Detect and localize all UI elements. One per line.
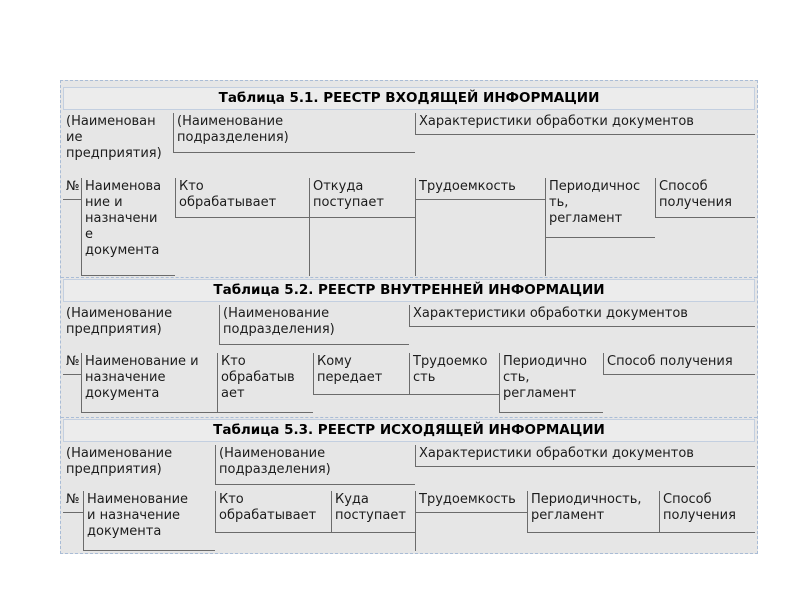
- column-document: Наименова ние и назначени е документа: [81, 178, 175, 276]
- table-title: Таблица 5.2. РЕЕСТР ВНУТРЕННЕЙ ИНФОРМАЦИИ: [63, 279, 755, 302]
- column-recipient: Кому передает: [313, 353, 409, 395]
- column-labor: Трудоемко сть: [409, 353, 499, 395]
- column-number: №: [63, 491, 83, 513]
- department-cell: (Наименование подразделения): [219, 305, 409, 345]
- column-labor: Трудоемкость: [415, 178, 545, 200]
- characteristics-cell: Характеристики обработки документов: [409, 305, 755, 327]
- enterprise-cell: (Наименован ие предприятия): [66, 114, 162, 161]
- table-title: Таблица 5.1. РЕЕСТР ВХОДЯЩЕЙ ИНФОРМАЦИИ: [63, 87, 755, 110]
- enterprise-cell: (Наименование предприятия): [66, 306, 173, 337]
- table-title: Таблица 5.3. РЕЕСТР ИСХОДЯЩЕЙ ИНФОРМАЦИИ: [63, 419, 755, 442]
- column-periodicity: Периодичнос ть, регламент: [545, 178, 655, 238]
- department-cell: (Наименование подразделения): [215, 445, 415, 485]
- enterprise-cell: (Наименование предприятия): [66, 446, 173, 477]
- column-method: Способ получения: [659, 491, 755, 533]
- department-cell: (Наименование подразделения): [173, 113, 415, 153]
- column-periodicity: Периодично сть, регламент: [499, 353, 603, 413]
- column-processor: Кто обрабатыв ает: [217, 353, 313, 413]
- table-separator: [61, 277, 757, 278]
- column-number: №: [63, 178, 81, 200]
- characteristics-cell: Характеристики обработки документов: [415, 113, 755, 135]
- column-divider: [309, 218, 310, 276]
- column-destination: Куда поступает: [331, 491, 415, 533]
- column-divider: [415, 200, 416, 276]
- column-divider: [545, 238, 546, 276]
- column-document: Наименование и назначение документа: [83, 491, 215, 551]
- column-processor: Кто обрабатывает: [215, 491, 331, 533]
- table-separator: [61, 417, 757, 418]
- registry-sheet: [60, 80, 758, 554]
- column-method: Способ получения: [655, 178, 755, 218]
- column-number: №: [63, 353, 81, 375]
- column-periodicity: Периодичность, регламент: [527, 491, 659, 533]
- characteristics-cell: Характеристики обработки документов: [415, 445, 755, 467]
- column-divider: [415, 513, 416, 551]
- column-method: Способ получения: [603, 353, 755, 375]
- column-document: Наименование и назначение документа: [81, 353, 217, 413]
- column-processor: Кто обрабатывает: [175, 178, 309, 218]
- column-source: Откуда поступает: [309, 178, 415, 218]
- column-labor: Трудоемкость: [415, 491, 527, 513]
